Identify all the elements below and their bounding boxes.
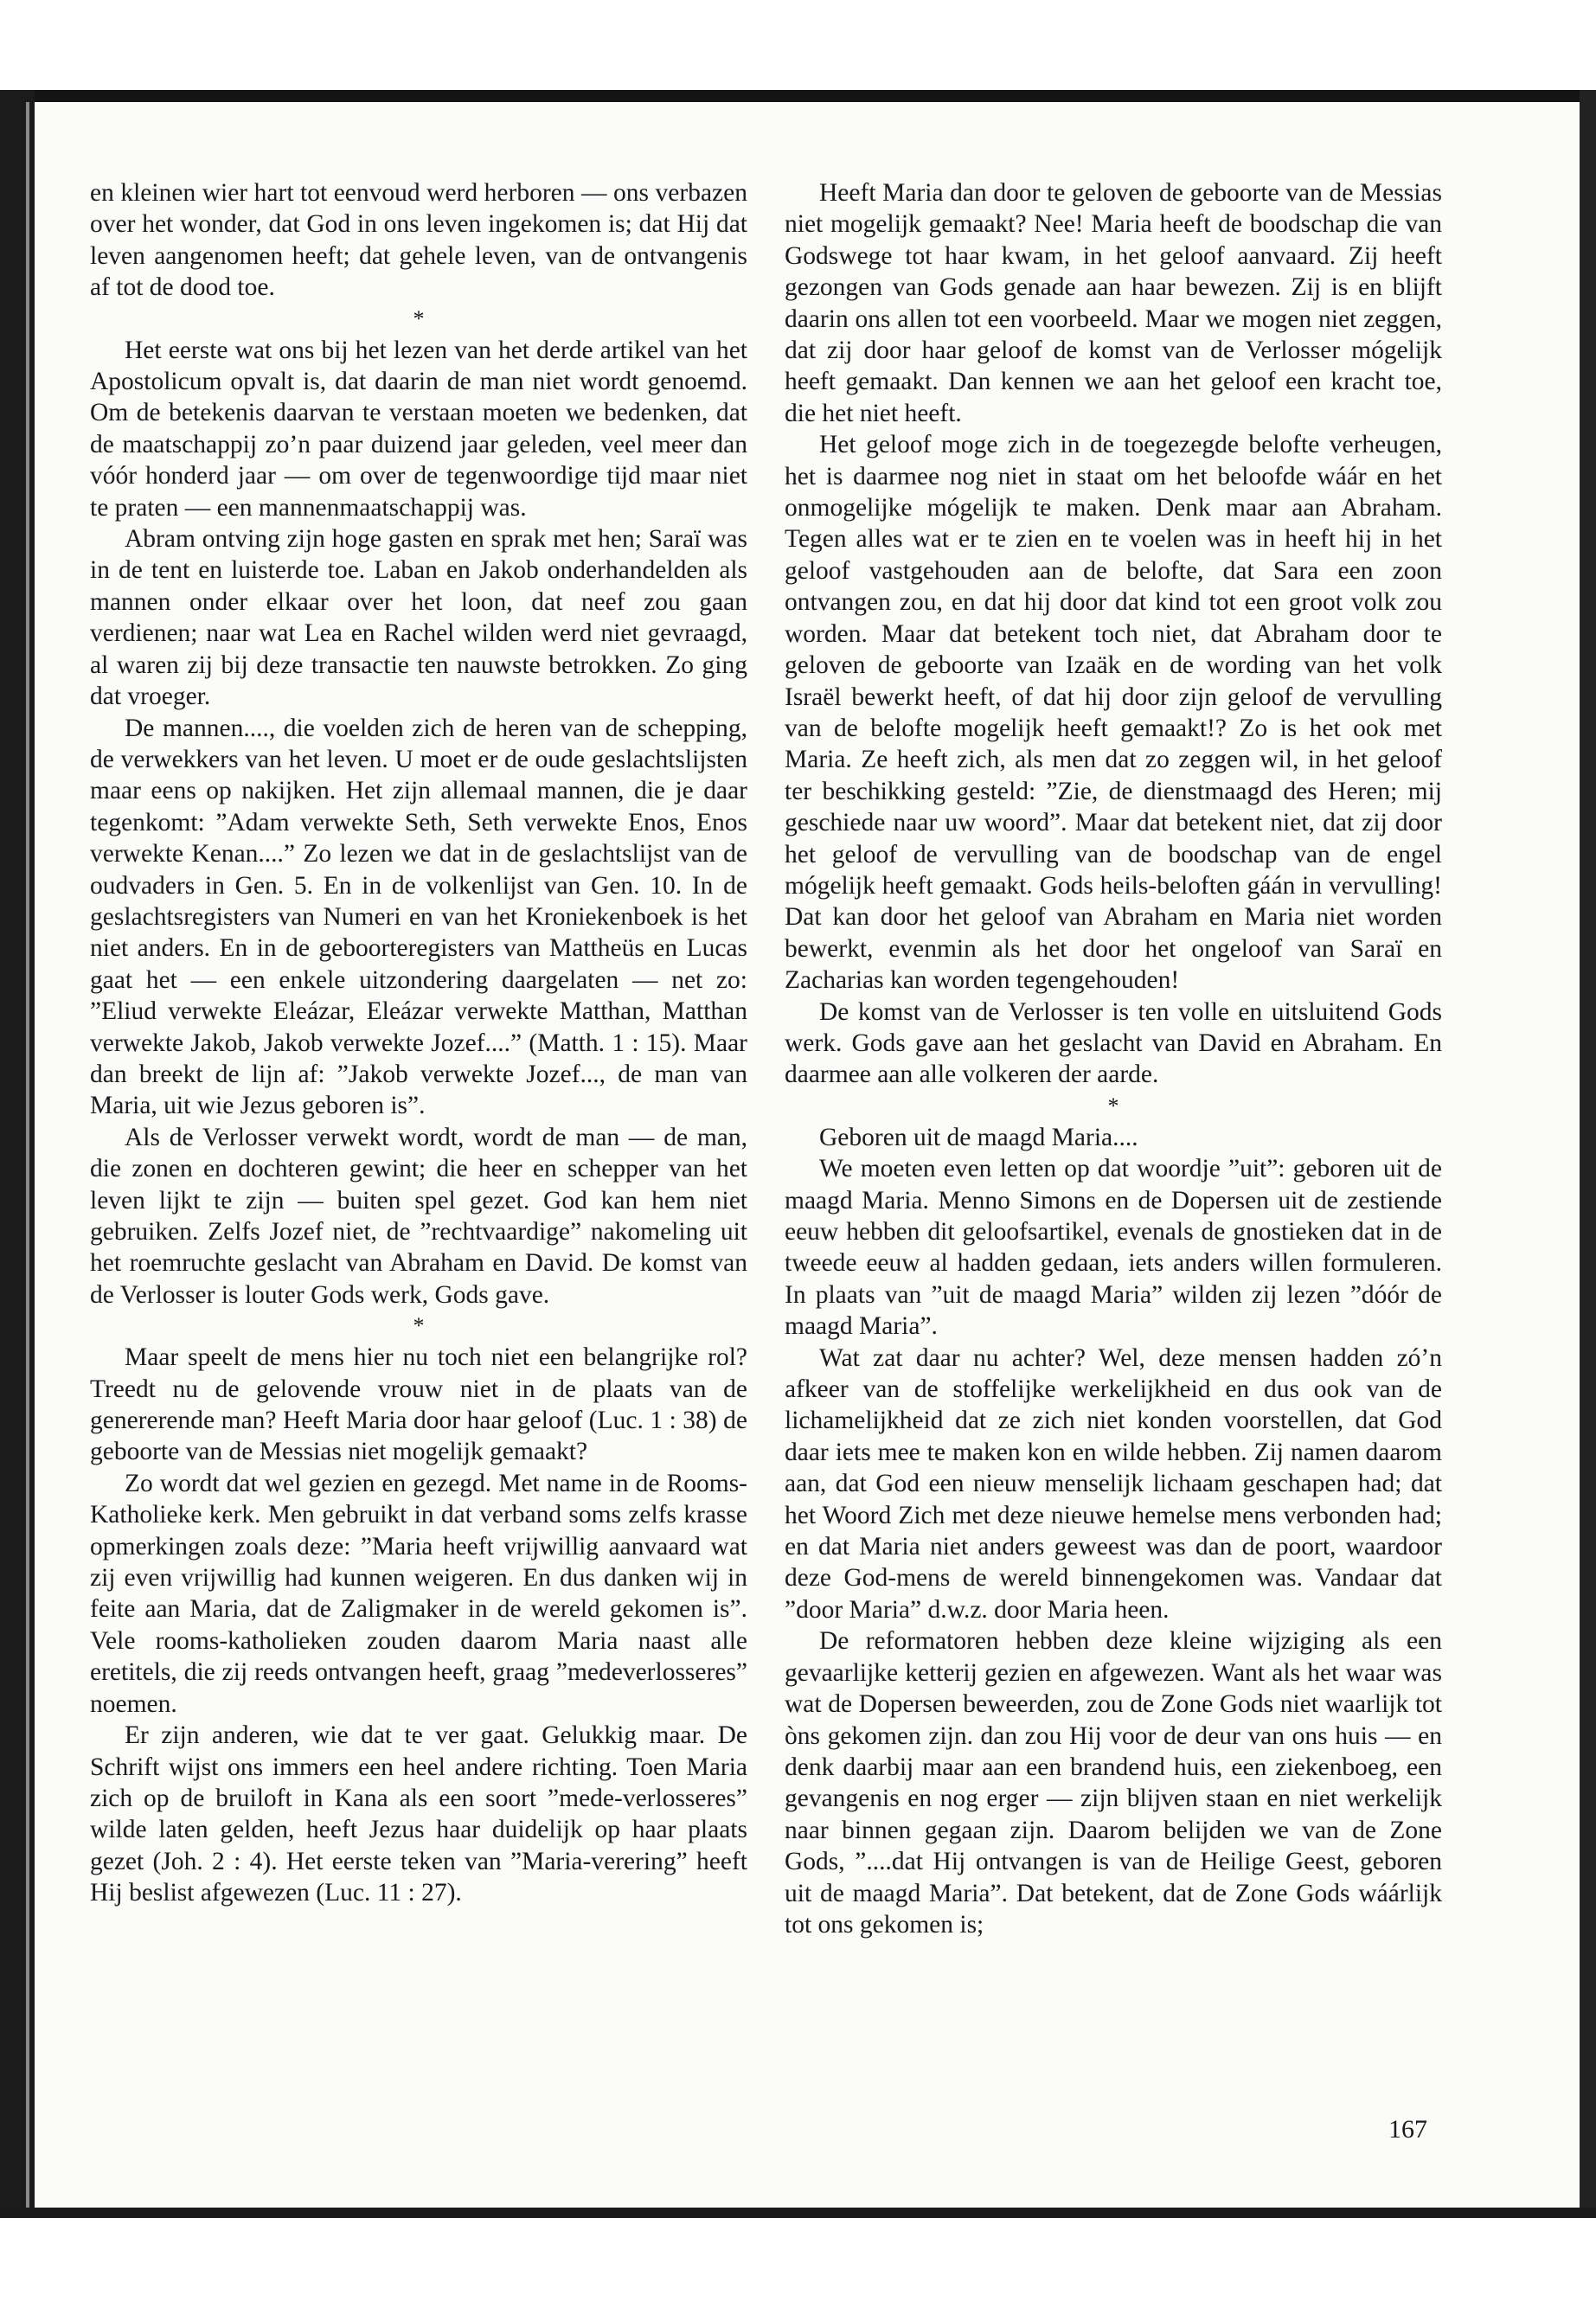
paragraph: De komst van de Verlosser is ten volle en uitsluitend Gods werk. Gods gave aan het geslacht van David en Abraham. En daarmee aan alle volkeren der aarde. bbox=[785, 997, 1442, 1089]
scan-border-left bbox=[0, 90, 35, 2216]
paragraph: Er zijn anderen, wie dat te ver gaat. Gelukkig maar. De Schrift wijst ons immers een heel andere richting. Toen Maria zich op de bruiloft in Kana als een soort ”mede-verlosseres” wilde laten gelden, heeft Jezus haar duidelijk op haar plaats gezet (Joh. 2 : 4). Het eerste teken van ”Maria-verering” heeft Hij beslist afgewezen (Luc. 11 : 27). bbox=[90, 1721, 747, 1907]
paragraph: Maar speelt de mens hier nu toch niet een belangrijke rol? Treedt nu de gelovende vrouw niet in de plaats van de genererende man? Heeft Maria door haar geloof (Luc. 1 : 38) de geboorte van de Messias niet mogelijk gemaakt? bbox=[90, 1343, 747, 1466]
paragraph: We moeten even letten op dat woordje ”uit”: geboren uit de maagd Maria. Menno Simons en de Dopersen uit de zestiende eeuw hebben dit geloofsartikel, evenals de gnostieken dat in de tweede eeuw al hadden gedaan, iets anders willen formuleren. In plaats van ”uit de maagd Maria” wilden zij lezen ”dóór de maagd Maria”. bbox=[785, 1155, 1442, 1341]
paragraph: Het eerste wat ons bij het lezen van het derde artikel van het Apostolicum opvalt is, dat daarin de man niet wordt genoemd. Om de betekenis daarvan te verstaan moeten we bedenken, dat de maatschappij zo’n paar duizend jaar geleden, veel meer dan vóór honderd jaar — om over de tegenwoordige tijd maar niet te praten — een mannenmaatschappij was. bbox=[90, 336, 747, 522]
paragraph: Abram ontving zijn hoge gasten en sprak met hen; Saraï was in de tent en luisterde toe. Laban en Jakob onderhandelden als mannen onder elkaar over het loon, dat neef zou gaan verdienen; naar wat Lea en Rachel wilden werd niet gevraagd, al waren zij bij deze transactie ten nauwste betrokken. Zo ging dat vroeger. bbox=[90, 525, 747, 711]
paragraph: De reformatoren hebben deze kleine wijziging als een gevaarlijke ketterij gezien en afgewezen. Want als het waar was wat de Dopersen beweerden, zou de Zone Gods niet waarlijk tot òns gekomen zijn. dan zou Hij voor de deur van ons huis — en denk daarbij maar aan een brandend huis, een ziekenboeg, een gevangenis en nog erger — zijn blijven staan en niet werkelijk naar binnen gegaan zijn. Daarom belijden we van de Zone Gods, ”....dat Hij ontvangen is van de Heilige Geest, geboren uit de maagd Maria”. Dat betekent, dat de Zone Gods wáárlijk tot ons gekomen is; bbox=[785, 1627, 1442, 1939]
scan-border-right bbox=[1580, 90, 1596, 2216]
paragraph: Als de Verlosser verwekt wordt, wordt de man — de man, die zonen en dochteren gewint; die heer en schepper van het leven lijkt te zijn — buiten spel gezet. God kan hem niet gebruiken. Zelfs Jozef niet, de ”rechtvaardige” nakomeling uit het roemruchte geslacht van Abraham en David. De komst van de Verlosser is louter Gods werk, Gods gave. bbox=[90, 1123, 747, 1309]
scan-border-top bbox=[0, 90, 1596, 102]
section-separator: * bbox=[1107, 1093, 1119, 1118]
right-column bbox=[785, 177, 1442, 1940]
scan-margin-top bbox=[0, 0, 1596, 98]
left-column bbox=[90, 177, 747, 1909]
paragraph: Heeft Maria dan door te geloven de geboorte van de Messias niet mogelijk gemaakt? Nee! Maria heeft de boodschap die van Godswege tot haar kwam, in het geloof aanvaard. Zij heeft gezongen van Gods genade aan haar bewezen. Zij is en blijft daarin ons allen tot een voorbeeld. Maar we mogen niet zeggen, dat zij door haar geloof de komst van de Verlosser mógelijk heeft gemaakt. Dan kennen we aan het geloof een kracht toe, die het niet heeft. bbox=[785, 179, 1442, 427]
section-heading: Geboren uit de maagd Maria.... bbox=[819, 1123, 1138, 1151]
scan-border-bottom bbox=[0, 2208, 1596, 2218]
page-number: 167 bbox=[1388, 2115, 1427, 2144]
paragraph: Wat zat daar nu achter? Wel, deze mensen hadden zó’n afkeer van de stoffelijke werkelijkheid en dus ook van de lichamelijkheid dat ze zich niet konden voorstellen, dat God daar iets mee te maken kon en wilde hebben. Zij namen daarom aan, dat God een nieuw menselijk lichaam geschapen had; dat het Woord Zich met deze nieuwe hemelse mens verbonden had; en dat Maria niet anders geweest was dan de poort, waardoor deze God-mens de wereld binnengekomen was. Vandaar dat ”door Maria” d.w.z. door Maria heen. bbox=[785, 1343, 1442, 1624]
paragraph: en kleinen wier hart tot eenvoud werd herboren — ons verbazen over het wonder, dat God in ons leven ingekomen is; dat Hij dat leven aangenomen heeft; dat gehele leven, van de ontvangenis af tot de dood toe. bbox=[90, 179, 747, 302]
paragraph: Zo wordt dat wel gezien en gezegd. Met name in de Rooms-Katholieke kerk. Men gebruikt in dat verband soms zelfs krasse opmerkingen zoals deze: ”Maria heeft vrijwillig aanvaard wat zij even vrijwillig had kunnen weigeren. En dus danken wij in feite aan Maria, dat de Zaligmaker in de wereld gekomen is”. Vele rooms-katholieken zouden daarom Maria naast alle eretitels, die zij reeds ontvangen heeft, graag ”medeverlosseres” noemen. bbox=[90, 1469, 747, 1718]
section-separator: * bbox=[413, 305, 425, 331]
section-separator: * bbox=[413, 1313, 425, 1339]
page-spine-shadow bbox=[26, 102, 29, 2213]
paragraph: Het geloof moge zich in de toegezegde belofte verheugen, het is daarmee nog niet in staat om het beloofde wáár en het onmogelijke mógelijk te maken. Denk maar aan Abraham. Tegen alles wat er te zien en te voelen was in heeft hij in het geloof vastgehouden aan de belofte, dat Sara een zoon ontvangen zou, en dat hij door dat kind tot een groot volk zou worden. Maar dat betekent toch niet, dat Abraham door te geloven de geboorte van Izaäk en de wording van het volk Israël bewerkt heeft, of dat hij door zijn geloof de vervulling van de belofte mogelijk heeft gemaakt!? Zo is het ook met Maria. Ze heeft zich, als men dat zo zeggen wil, in het geloof ter beschikking gesteld: ”Zie, de dienstmaagd des Heren; mij geschiede naar uw woord”. Maar dat betekent niet, dat zij door het geloof de vervulling van de boodschap van de engel mógelijk heeft gemaakt. Gods heils-beloften gáán in vervulling! Dat kan door het geloof van Abraham en Maria niet worden bewerkt, evenmin als het door het ongeloof van Saraï en Zacharias kan worden tegengehouden! bbox=[785, 431, 1442, 995]
paragraph: De mannen...., die voelden zich de heren van de schepping, de verwekkers van het leven. U moet er de oude geslachtslijsten maar eens op nakijken. Het zijn allemaal mannen, die je daar tegenkomt: ”Adam verwekte Seth, Seth verwekte Enos, Enos verwekte Kenan....” Zo lezen we dat in de geslachtslijst van de oudvaders in Gen. 5. En in de volkenlijst van Gen. 10. In de geslachtsregisters van Numeri en van het Kroniekenboek is het niet anders. En in de geboorteregisters van Mattheüs en Lucas gaat het — een enkele uitzondering daargelaten — net zo: ”Eliud verwekte Eleázar, Eleázar verwekte Matthan, Matthan verwekte Jakob, Jakob verwekte Jozef....” (Matth. 1 : 15). Maar dan breekt de lijn af: ”Jakob verwekte Jozef..., de man van Maria, uit wie Jezus geboren is”. bbox=[90, 714, 747, 1120]
